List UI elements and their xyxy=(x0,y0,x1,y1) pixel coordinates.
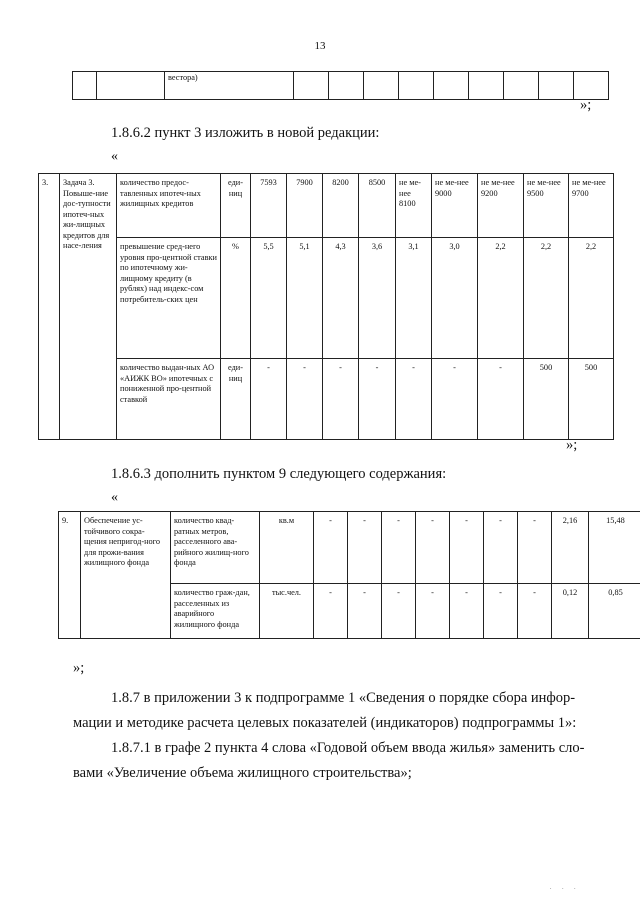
value-cell: 4,3 xyxy=(323,238,359,359)
paragraph-1-8-7-1-line1: 1.8.7.1 в графе 2 пункта 4 слова «Годовой объем ввода жилья» заменить сло- xyxy=(111,740,585,756)
scan-artifact: · · · xyxy=(549,885,580,893)
value-cell: - xyxy=(416,584,450,639)
value-cell: - xyxy=(518,512,552,584)
value-cell: - xyxy=(314,512,348,584)
value-cell: не ме-нее 9000 xyxy=(432,174,478,238)
value-cell: 0,85 xyxy=(589,584,640,639)
indicator-cell: превышение сред-него уровня про-центной ставки по ипотечному жи-лищному кредиту (в рублях) над индекс-сом потребитель-ских цен xyxy=(117,238,221,359)
value-cell: не ме-нее 9200 xyxy=(478,174,524,238)
value-cell: 2,2 xyxy=(569,238,614,359)
value-cell: не ме-нее 8100 xyxy=(396,174,432,238)
value-cell: 5,1 xyxy=(287,238,323,359)
indicators-table-task3 xyxy=(38,173,614,440)
value-cell: - xyxy=(251,359,287,440)
paragraph-1-8-7-1-line2: вами «Увеличение объема жилищного строительства»; xyxy=(73,765,412,781)
value-cell: - xyxy=(432,359,478,440)
value-cell: - xyxy=(416,512,450,584)
value-cell: - xyxy=(382,584,416,639)
value-cell: - xyxy=(484,512,518,584)
indicator-cell: количество выдан-ных АО «АИЖК ВО» ипотечных с пониженной про-центной ставкой xyxy=(117,359,221,440)
value-cell: 500 xyxy=(569,359,614,440)
value-cell: 2,2 xyxy=(478,238,524,359)
value-cell: 3,6 xyxy=(359,238,396,359)
value-cell: 7900 xyxy=(287,174,323,238)
row-number: 9. xyxy=(59,512,81,639)
value-cell: - xyxy=(450,584,484,639)
value-cell: - xyxy=(484,584,518,639)
value-cell: 7593 xyxy=(251,174,287,238)
paragraph-1-8-7-line1: 1.8.7 в приложении 3 к подпрограмме 1 «Сведения о порядке сбора инфор- xyxy=(111,690,576,706)
value-cell: - xyxy=(478,359,524,440)
value-cell: 8500 xyxy=(359,174,396,238)
table-fragment-top xyxy=(72,71,609,100)
value-cell: - xyxy=(359,359,396,440)
opening-quote-2: « xyxy=(111,490,118,505)
value-cell: - xyxy=(348,512,382,584)
paragraph-1-8-7-line2: мации и методике расчета целевых показателей (индикаторов) подпрограммы 1»: xyxy=(73,715,577,731)
table-cell: вестора) xyxy=(165,72,294,100)
value-cell: 2,16 xyxy=(552,512,589,584)
value-cell: - xyxy=(314,584,348,639)
table1-closing: »; xyxy=(580,97,592,113)
opening-quote-1: « xyxy=(111,149,118,164)
unit-cell: % xyxy=(221,238,251,359)
value-cell: - xyxy=(396,359,432,440)
table2-closing: »; xyxy=(566,437,578,453)
indicators-table-item9 xyxy=(58,511,640,639)
paragraph-1-8-6-2: 1.8.6.2 пункт 3 изложить в новой редакции: xyxy=(111,125,380,141)
value-cell: 0,12 xyxy=(552,584,589,639)
value-cell: - xyxy=(287,359,323,440)
unit-cell: тыс.чел. xyxy=(260,584,314,639)
value-cell: 8200 xyxy=(323,174,359,238)
value-cell: - xyxy=(348,584,382,639)
unit-cell: кв.м xyxy=(260,512,314,584)
indicator-cell: количество квад-ратных метров, расселенного ава-рийного жилищ-ного фонда xyxy=(171,512,260,584)
table3-closing: »; xyxy=(73,660,85,676)
value-cell: 500 xyxy=(524,359,569,440)
value-cell: - xyxy=(323,359,359,440)
value-cell: - xyxy=(518,584,552,639)
indicator-cell: количество предос-тавленных ипотеч-ных жилищных кредитов xyxy=(117,174,221,238)
task-cell: Обеспечение ус-тойчивого сокра-щения непригод-ного для прожи-вания жилищного фонда xyxy=(81,512,171,639)
unit-cell: еди-ниц xyxy=(221,174,251,238)
value-cell: 3,1 xyxy=(396,238,432,359)
table-cell xyxy=(97,72,165,100)
paragraph-1-8-6-3: 1.8.6.3 дополнить пунктом 9 следующего содержания: xyxy=(111,466,447,482)
page-number: 13 xyxy=(314,40,326,52)
value-cell: 3,0 xyxy=(432,238,478,359)
value-cell: 15,48 xyxy=(589,512,640,584)
task-cell: Задача 3. Повыше-ние дос-тупности ипотеч-ных жи-лищных кредитов для насе-ления xyxy=(60,174,117,440)
table-cell xyxy=(73,72,97,100)
indicator-cell: количество граж-дан, расселенных из аварийного жилищного фонда xyxy=(171,584,260,639)
value-cell: - xyxy=(450,512,484,584)
value-cell: 5,5 xyxy=(251,238,287,359)
value-cell: 2,2 xyxy=(524,238,569,359)
value-cell: не ме-нее 9500 xyxy=(524,174,569,238)
row-number: 3. xyxy=(39,174,60,440)
value-cell: - xyxy=(382,512,416,584)
value-cell: не ме-нее 9700 xyxy=(569,174,614,238)
unit-cell: еди-ниц xyxy=(221,359,251,440)
